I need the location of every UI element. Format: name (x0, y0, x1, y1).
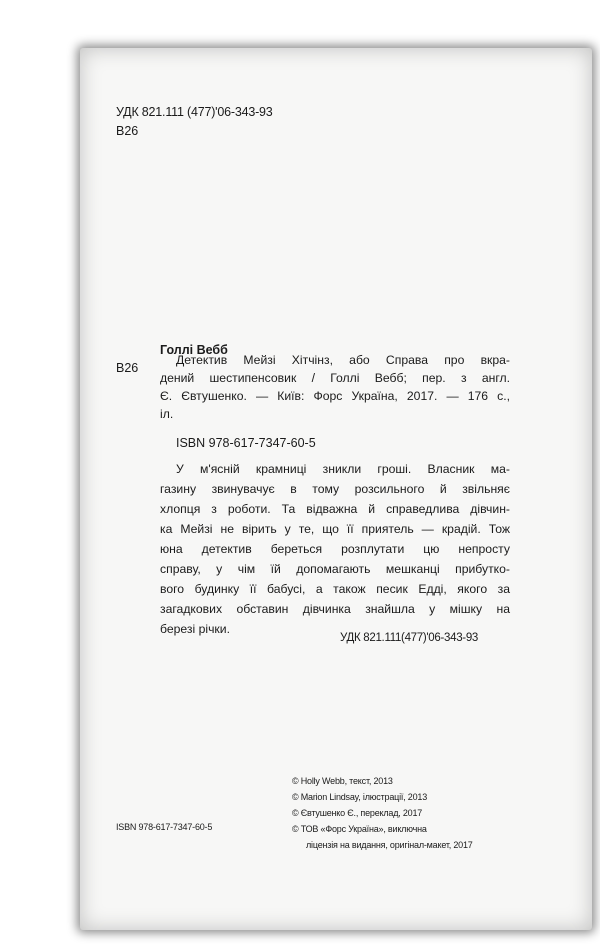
isbn-bottom: ISBN 978-617-7347-60-5 (116, 822, 213, 832)
annotation-line: ка Мейзі не вірить у те, що її приятель — крадій. Тож (160, 522, 510, 536)
annotation-line: юна детектив береться розплутати цю непросту (160, 542, 510, 556)
annotation-line: вого будинку її бабусі, а також песик Едді, якого за (160, 582, 510, 596)
bib-line: Детектив Мейзі Хітчінз, або Справа про вкра- (176, 353, 510, 367)
udk-code-top: УДК 821.111 (477)'06-343-93 (116, 105, 273, 119)
bib-line: іл. (160, 407, 174, 421)
annotation-line: березі річки. (160, 622, 230, 636)
udk-code-bottom: УДК 821.111(477)'06-343-93 (340, 632, 479, 644)
copyright-line: © Marion Lindsay, ілюстрації, 2013 (292, 792, 428, 802)
copyright-line: © Holly Webb, текст, 2013 (292, 776, 393, 786)
author-mark-left: В26 (116, 361, 139, 375)
annotation-line: справу, у чім їй допомагають мешканці прибутко- (160, 562, 510, 576)
copyright-line: © Євтушенко Є., переклад, 2017 (292, 808, 423, 818)
annotation-line: хлопця з роботи. Та відважна й справедлива дівчин- (160, 502, 510, 516)
copyright-line: ліцензія на видання, оригінал-макет, 2017 (306, 840, 473, 850)
copyright-line: © ТОВ «Форс Україна», виключна (292, 824, 427, 834)
annotation-line: газину звинувачує в тому розсильного й звільняє (160, 482, 510, 496)
author-name: Голлі Вебб (160, 343, 228, 357)
bib-line: дений шестипенсовик / Голлі Вебб; пер. з англ. (160, 371, 510, 385)
author-mark-top: В26 (116, 124, 139, 138)
bib-line: Є. Євтушенко. — Київ: Форс Україна, 2017. — 176 с., (160, 389, 510, 403)
isbn-main: ISBN 978-617-7347-60-5 (176, 436, 316, 450)
annotation-line: загадкових обставин дівчинка знайшла у мішку на (160, 602, 510, 616)
annotation-line: У м'ясній крамниці зникли гроші. Власник ма- (176, 462, 510, 476)
